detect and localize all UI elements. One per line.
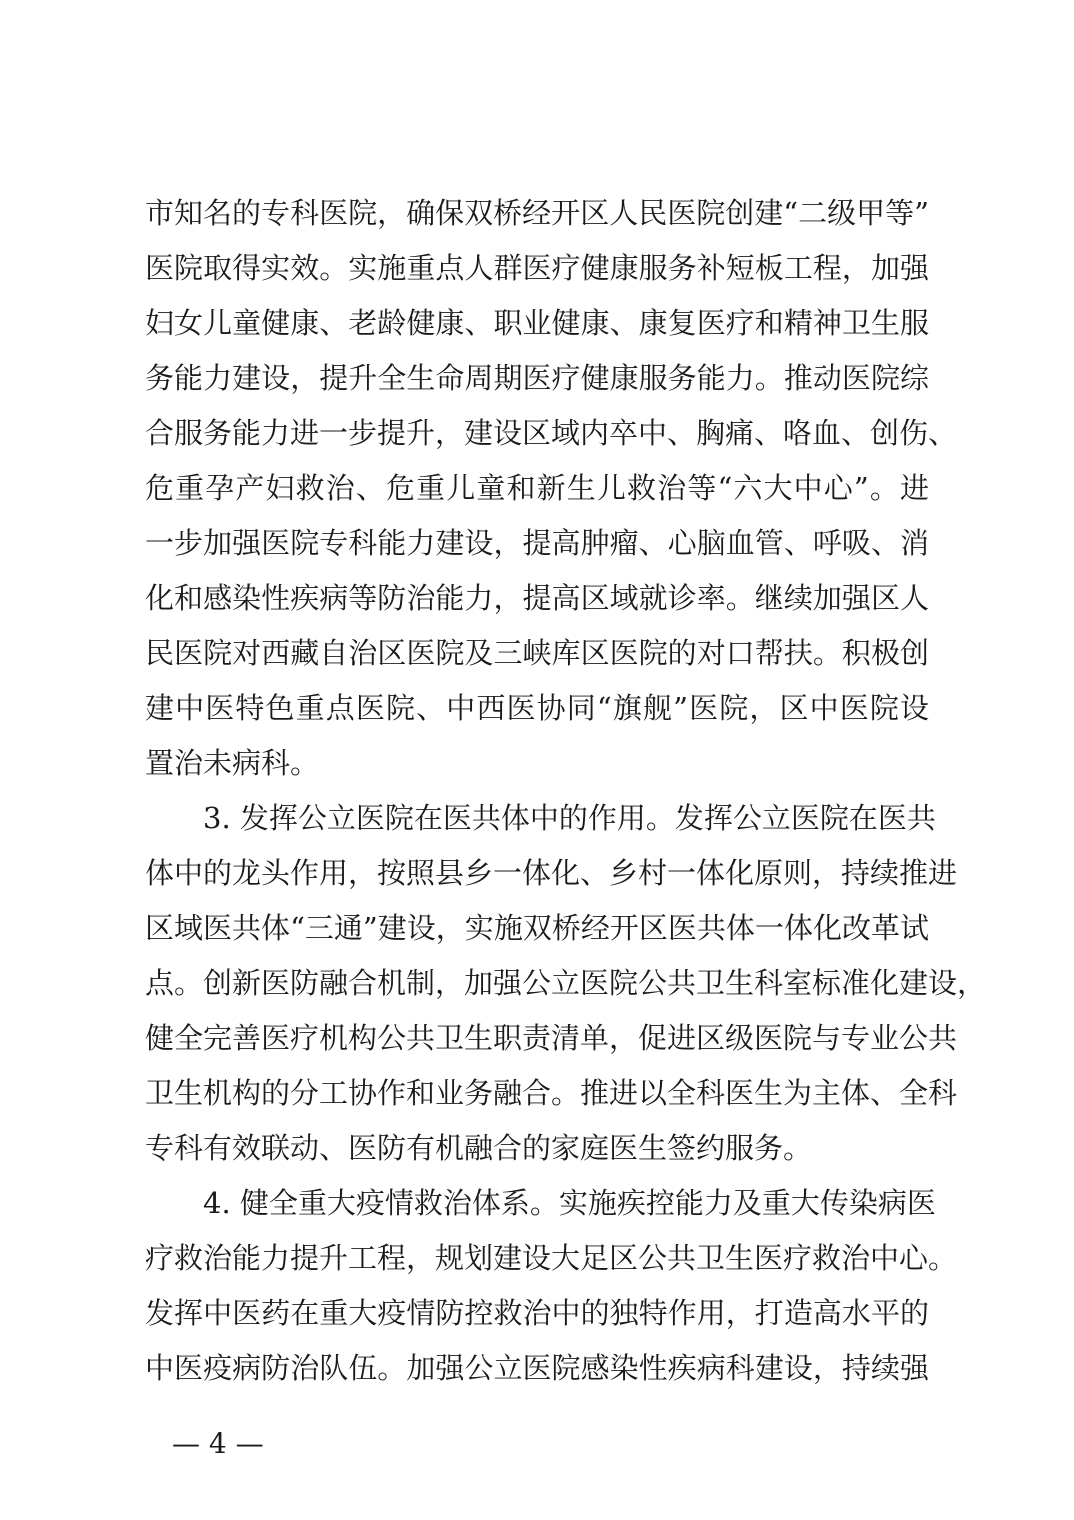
text-line: 点。创新医防融合机制，加强公立医院公共卫生科室标准化建设， xyxy=(145,966,987,1000)
text-line: 一步加强医院专科能力建设，提高肿瘤、心脑血管、呼吸、消 xyxy=(145,526,929,560)
text-line: 中医疫病防治队伍。加强公立医院感染性疾病科建设，持续强 xyxy=(145,1351,929,1385)
text-line: 发挥中医药在重大疫情防控救治中的独特作用，打造高水平的 xyxy=(145,1296,929,1330)
text-line: 建中医特色重点医院、中西医协同“旗舰”医院，区中医院设 xyxy=(145,691,929,725)
text-line: 市知名的专科医院，确保双桥经开区人民医院创建“二级甲等” xyxy=(145,196,929,230)
text-line: 专科有效联动、医防有机融合的家庭医生签约服务。 xyxy=(145,1131,813,1165)
section-heading-line: 3. 发挥公立医院在医共体中的作用。发挥公立医院在医共 xyxy=(203,801,936,835)
text-line: 健全完善医疗机构公共卫生职责清单，促进区级医院与专业公共 xyxy=(145,1021,958,1055)
text-line: 医院取得实效。实施重点人群医疗健康服务补短板工程，加强 xyxy=(145,251,929,285)
section-heading-line: 4. 健全重大疫情救治体系。实施疾控能力及重大传染病医 xyxy=(203,1186,936,1220)
text-line: 体中的龙头作用，按照县乡一体化、乡村一体化原则，持续推进 xyxy=(145,856,958,890)
text-line: 卫生机构的分工协作和业务融合。推进以全科医生为主体、全科 xyxy=(145,1076,958,1110)
text-line: 妇女儿童健康、老龄健康、职业健康、康复医疗和精神卫生服 xyxy=(145,306,929,340)
text-line: 务能力建设，提升全生命周期医疗健康服务能力。推动医院综 xyxy=(145,361,929,395)
text-line: 危重孕产妇救治、危重儿童和新生儿救治等“六大中心”。进 xyxy=(145,471,929,505)
text-line: 置治未病科。 xyxy=(145,746,320,780)
body-text xyxy=(145,186,987,1396)
text-line: 化和感染性疾病等防治能力，提高区域就诊率。继续加强区人 xyxy=(145,581,929,615)
text-line: 区域医共体“三通”建设，实施双桥经开区医共体一体化改革试 xyxy=(145,911,929,945)
page-number: — 4 — xyxy=(172,1427,264,1460)
text-line: 合服务能力进一步提升，建设区域内卒中、胸痛、咯血、创伤、 xyxy=(145,416,958,450)
text-line: 疗救治能力提升工程，规划建设大足区公共卫生医疗救治中心。 xyxy=(145,1241,958,1275)
text-line: 民医院对西藏自治区医院及三峡库区医院的对口帮扶。积极创 xyxy=(145,636,929,670)
